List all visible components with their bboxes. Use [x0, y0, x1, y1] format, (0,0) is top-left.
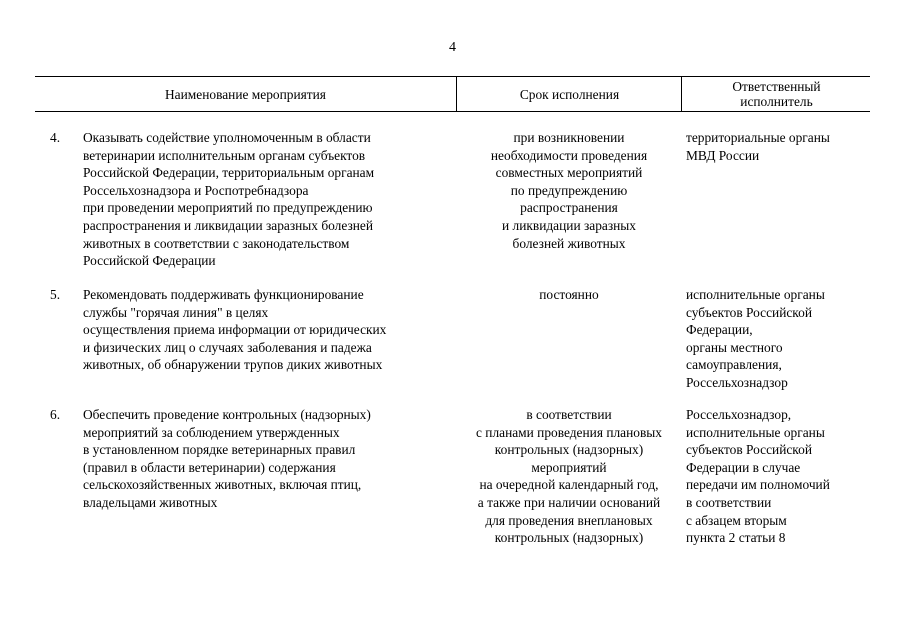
deadline-text: в соответствии с планами проведения плановых контрольных (надзорных) мероприятий на очередной календарный год, а также при наличии оснований для проведения внеплановых контрольных (надзорных) [475, 407, 662, 546]
header-responsible: Ответственный исполнитель [681, 77, 871, 111]
activity-name: Оказывать содействие уполномоченным в области ветеринарии исполнительным органам субъектов Российской Федерации, территориальным органам Россельхознадзора и Роспотребнадзора при проведении мероприятий по предупреждению распространения и ликвидации заразных болезней животных в соответствии с законодательством Российской Федерации [83, 130, 375, 269]
table-row [35, 406, 870, 551]
activity-name: Обеспечить проведение контрольных (надзорных) мероприятий за соблюдением утвержденных в установленном порядке ветеринарных правил (правил в области ветеринарии) содержания сельскохозяйственных животных, включая птиц, владельцами животных [83, 407, 371, 510]
header-activity-name: Наименование мероприятия [165, 86, 326, 102]
header-deadline: Срок исполнения [456, 77, 682, 111]
deadline-text: при возникновении необходимости проведения совместных мероприятий по предупреждению распространения и ликвидации заразных болезней животных [490, 130, 648, 251]
row-number: 6. [50, 407, 61, 422]
row-number: 5. [50, 287, 61, 302]
table-row [35, 286, 870, 394]
table-row [35, 129, 870, 271]
responsible-text: исполнительные органы субъектов Российской Федерации, органы местного самоуправления, Россельхознадзор [686, 287, 825, 390]
deadline-text: постоянно [539, 287, 599, 302]
row-number: 4. [50, 130, 61, 145]
page-number: 4 [449, 40, 456, 55]
responsible-text: Россельхознадзор, исполнительные органы субъектов Российской Федерации в случае передачи им полномочий в соответствии с абзацем вторым пункта 2 статьи 8 [686, 407, 830, 546]
table-header [35, 76, 870, 112]
responsible-text: территориальные органы МВД России [686, 130, 830, 163]
activity-name: Рекомендовать поддерживать функционирование службы "горячая линия" в целях осуществления приема информации от юридических и физических лиц о случаях заболевания и падежа животных, об обнаружении трупов диких животных [83, 287, 387, 373]
